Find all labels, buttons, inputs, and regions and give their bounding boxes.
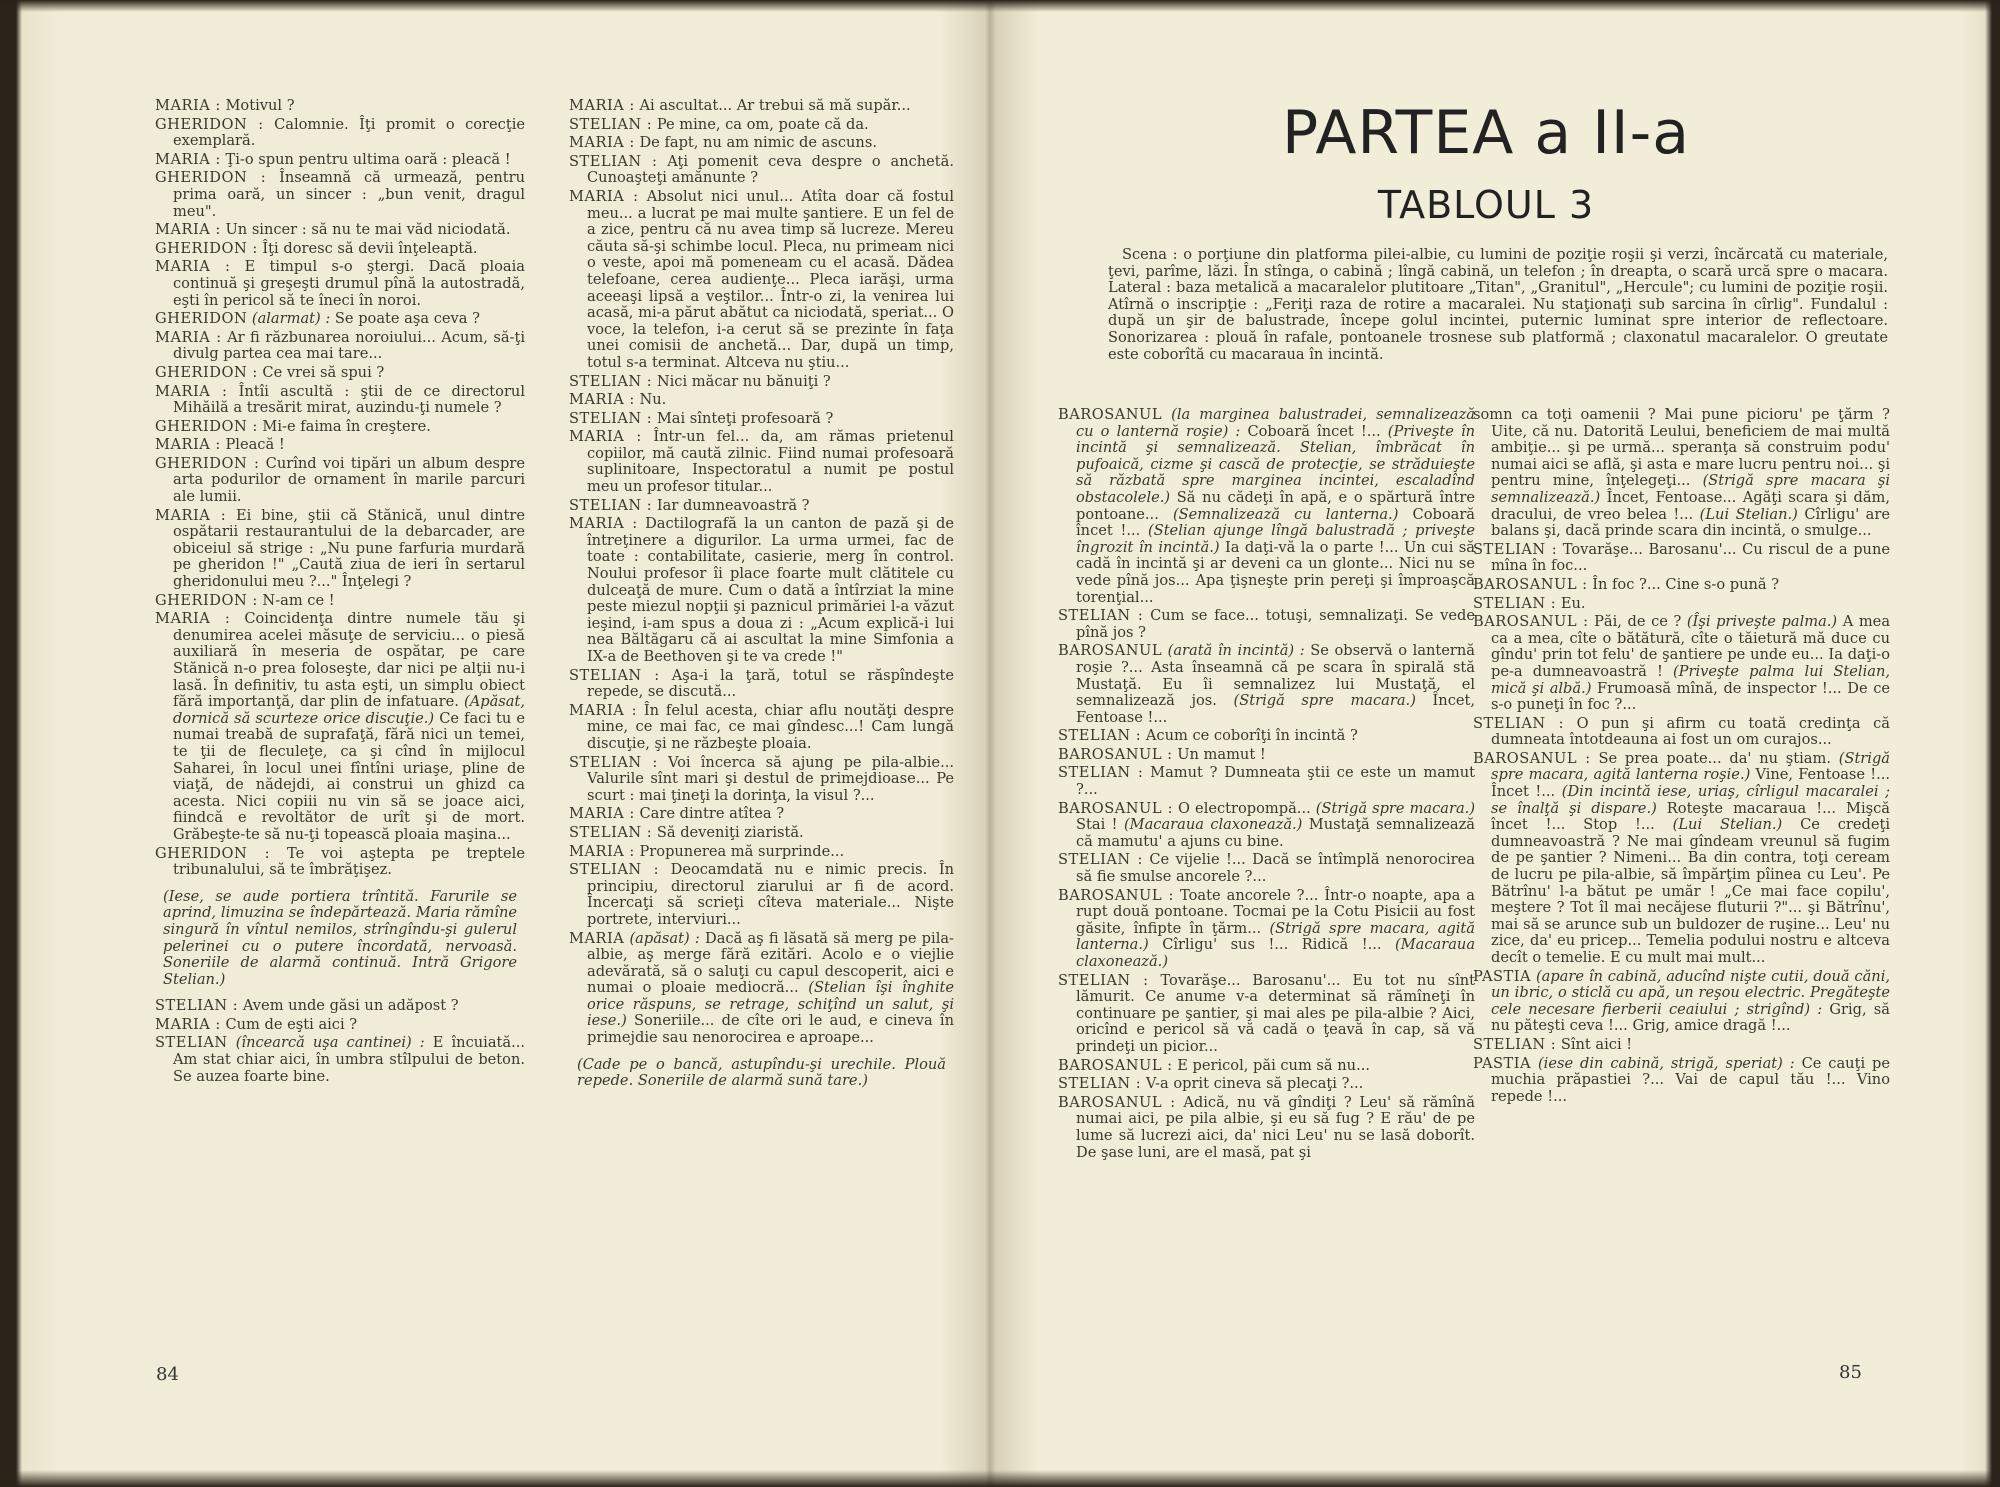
speaker-name: MARIA :: [569, 842, 635, 860]
speaker-name: STELIAN :: [1473, 714, 1565, 732]
speech-text: Îţi doresc să devii înţeleaptă.: [262, 239, 478, 257]
stage-note: (apăsat) :: [629, 929, 700, 947]
dialogue-line: [155, 152, 525, 169]
dialogue-line: [155, 170, 525, 220]
speaker-name: BAROSANUL: [1058, 642, 1163, 660]
speaker-name: STELIAN :: [1058, 727, 1142, 745]
speaker-name: STELIAN :: [1473, 1035, 1557, 1053]
speech-text: Motivul ?: [225, 97, 295, 114]
speaker-name: STELIAN :: [1473, 594, 1557, 612]
dialogue-line: [569, 98, 954, 115]
stage-note: (Lui Stelian.): [1672, 816, 1783, 834]
speaker-name: STELIAN :: [569, 823, 653, 841]
dialogue-line: [1473, 577, 1890, 594]
dialogue-line: [569, 498, 954, 515]
speech-text: Care dintre atîtea ?: [639, 805, 785, 823]
dialogue-line: [155, 611, 525, 843]
speech-text: E încuiată... Am stat chiar aici, în umbra stîlpului de beton. Se auzea foarte bine.: [173, 1034, 525, 1085]
speech-text: Cîrligu' sus !... Ridică !...: [1162, 936, 1382, 954]
dialogue-line: [1058, 1076, 1475, 1093]
dialogue-line: [155, 593, 525, 610]
speaker-name: BAROSANUL :: [1058, 745, 1173, 763]
speech-text: Te voi aştepta pe treptele tribunalului, să te îmbrăţişez.: [173, 844, 525, 879]
dialogue-line: [569, 668, 954, 701]
speaker-name: STELIAN :: [569, 496, 653, 514]
speech-text: Soneriile... de cîte ori le aud, e cineva în primejdie sau nenorocirea e aproape...: [587, 1012, 954, 1047]
bottom-shadow: [0, 1470, 2000, 1487]
speech-text: Ei bine, ştii că Stănică, unul dintre ospătarii restaurantului de la debarcader, are obiceiul să strige : „Nu pune farfuria murdară pe gheridon !" „Caută ziua de ieri în sertarul gheridonului meu ?..." Înţelegi ?: [173, 506, 525, 591]
stage-note: (Priveşte în incintă şi semnalizează. Stelian, îmbrăcat în pufoaică, cizme şi cască de protecţie, se străduieşte să răzbată spre marginea incintei, escaladînd obstacolele.): [1076, 422, 1476, 506]
speech-text: Să deveniţi ziaristă.: [656, 823, 804, 841]
speech-text: Încet, Fentoase !...: [1076, 692, 1476, 726]
speaker-name: PASTIA: [1473, 1054, 1532, 1072]
speech-text: Absolut nici unul... Atîta doar că fostul meu... a lucrat pe mai multe şantiere. E un fel de a zice, pentru că nu avea timp să lucreze. Mereu căuta să-şi schimbe locul. Pleca, nu primeam nici o veste, apoi mă pomeneam cu el acasă. Dădea telefoane, cerea audienţe... Pleca iarăşi, urma aceeaşi lipsă a veştilor... Într-o zi, la venirea lui acasă, mi-a părut abătut ca niciodată, speriat... O voce, la telefon, i-a cerut să se prezinte în faţa unei comisii de anchetă... Dar, după un timp, totul s-a terminat. Altceva nu ştiu...: [587, 187, 954, 371]
speaker-name: STELIAN :: [1058, 971, 1149, 989]
dialogue-line: [155, 846, 525, 879]
speech-text: Un sincer : să nu te mai văd niciodată.: [225, 221, 511, 239]
speaker-name: MARIA :: [155, 506, 227, 524]
dialogue-line: [155, 508, 525, 591]
dialogue-line: [569, 374, 954, 391]
dialogue-line: [155, 419, 525, 436]
dialogue-line: [1058, 608, 1475, 641]
speaker-name: GHERIDON :: [155, 591, 258, 609]
dialogue-line: [569, 516, 954, 665]
stage-note: (Strigă spre macara, agită lanterna.): [1076, 919, 1475, 954]
speech-text: Pe mine, ca om, poate că da.: [656, 115, 869, 133]
speech-text: Vine, Fentoase !... Încet !...: [1491, 766, 1890, 801]
speaker-name: MARIA :: [155, 150, 221, 168]
speech-text: O electropompă...: [1178, 799, 1311, 817]
right-page: [996, 0, 1976, 1487]
speaker-name: MARIA :: [155, 610, 231, 628]
dialogue-line: [569, 429, 954, 495]
left-column-1: [155, 98, 525, 1087]
speech-text: O pun şi afirm cu toată credinţa că dumneata întotdeauna ai fost un om curajos...: [1491, 714, 1891, 749]
dialogue-line: [155, 241, 525, 258]
dialogue-line: [569, 844, 954, 861]
speech-text: Ia daţi-vă la o parte !... Un cui să cadă în incintă şi ar deveni ca un glonte... Nici nu se vede pînă jos... Apa ţişneşte prin pereţi şi împroaşcă torenţial...: [1076, 538, 1475, 606]
stage-note: (Din incintă iese, uriaş, cîrligul macaralei ; se înalţă şi dispare.): [1491, 783, 1891, 817]
dialogue-line: [1058, 1058, 1475, 1075]
speaker-name: PASTIA: [1473, 967, 1532, 985]
left-page: [22, 0, 990, 1487]
speech-text: Toate ancorele ?... Într-o noapte, apa a rupt două pontoane. Tocmai pe la Cotu Pisicii au fost găsite, înfipte în ţărm...: [1076, 886, 1475, 937]
speech-text: Aşa-i la ţară, totul se răspîndeşte repede, se discută...: [587, 666, 954, 701]
speech-text: Tovarăşe... Barosanu'... Eu tot nu sînt lămurit. Ce anume v-a determinat să rămîneţi în continuare pe şantier, şi mai ales pe pila-albie ? Aici, oricînd e pericol să vă cadă o ţeavă în cap, să vă prindeţi un picior...: [1076, 971, 1476, 1055]
speaker-name: STELIAN :: [569, 753, 658, 771]
speech-text: Mai sînteţi profesoară ?: [656, 409, 834, 427]
speaker-name: GHERIDON :: [155, 363, 258, 381]
dialogue-line: [155, 259, 525, 309]
speech-text: Ce vrei să spui ?: [262, 363, 385, 381]
speech-text: Avem unde găsi un adăpost ?: [242, 997, 459, 1015]
speaker-name: MARIA :: [569, 97, 635, 114]
stage-note: (Priveşte palma lui Stelian, mică şi albă.): [1491, 662, 1890, 697]
dialogue-line: [1473, 407, 1890, 540]
dialogue-line: [155, 384, 525, 417]
speech-text: Ce cauţi pe muchia prăpastiei ?... Vai de capul tău !... Vino repede !...: [1491, 1054, 1891, 1105]
speaker-name: STELIAN :: [1058, 851, 1143, 869]
speaker-name: BAROSANUL :: [1058, 886, 1174, 904]
speech-text: Păi, de ce ?: [1594, 613, 1682, 631]
dialogue-line: [155, 456, 525, 506]
stage-note: (Macaraua claxonează.): [1076, 936, 1476, 970]
speech-text: V-a oprit cineva să plecaţi ?...: [1145, 1075, 1364, 1093]
speech-text: Întîi ascultă : ştii de ce directorul Mihăilă a tresărit mirat, auzindu-ţi numele ?: [173, 382, 525, 417]
speaker-name: MARIA :: [155, 221, 221, 239]
dialogue-line: [155, 1017, 525, 1034]
speaker-name: GHERIDON :: [155, 454, 260, 472]
speaker-name: GHERIDON :: [155, 844, 271, 862]
speaker-name: STELIAN: [155, 1034, 228, 1052]
stage-note: (Semnalizează cu lanterna.): [1172, 505, 1399, 523]
speaker-name: BAROSANUL :: [1058, 1056, 1173, 1074]
dialogue-line: [569, 189, 954, 372]
speech-text: Dactilografă la un canton de pază şi de întreţinere a digurilor. La urma urmei, fac de toate : contabilitate, casierie, merg în control. Noului profesor îi place foarte mult clătitele cu dulceaţă de mure. Cum o dată a întîrziat la mine peste miezul nopţii şi paznicul primăriei l-a văzut ieşind, i-am spus a doua zi : „Acum explică-i lui nea Băltăgaru că ai ascultat la mine Simfonia a IX-a de Beethoven şi te va crede !": [587, 515, 954, 665]
dialogue-line: [1473, 751, 1890, 967]
stage-note: (arată în incintă) :: [1167, 642, 1305, 660]
stage-note: (Strigă spre macara.): [1233, 692, 1416, 710]
speaker-name: MARIA :: [155, 436, 221, 454]
speech-text: A mea ca a mea, cîte o bătătură, cîte o tăietură mă duce cu gîndu' prin tot felu' de şantiere pe unde eu... Ia daţi-o pe-a dumneavoastră !: [1491, 613, 1891, 680]
dialogue-line: [569, 154, 954, 187]
dialogue-line: [1473, 969, 1890, 1035]
speech-text: E pericol, păi cum să nu...: [1177, 1056, 1370, 1074]
speaker-name: MARIA :: [155, 97, 221, 114]
speech-text: N-am ce !: [262, 591, 335, 609]
dialogue-line: [1058, 888, 1475, 971]
speech-text: Propunerea mă surprinde...: [639, 842, 845, 860]
dialogue-line: [155, 222, 525, 239]
speaker-name: STELIAN :: [1058, 607, 1144, 625]
speech-text: Cîrligu' are balans şi, dacă prinde scara din incintă, o smulge...: [1491, 505, 1891, 540]
stage-note: (Strigă spre macara şi semnalizează.): [1491, 472, 1891, 506]
stage-note: (încearcă uşa cantinei) :: [235, 1034, 425, 1052]
speech-text: Nu.: [639, 391, 667, 409]
dialogue-line: [155, 1035, 525, 1085]
dialogue-line: [569, 806, 954, 823]
speech-text: Coboară încet !...: [1247, 422, 1381, 440]
speaker-name: MARIA :: [155, 258, 231, 276]
stage-note: (la marginea balustradei, semnalizează cu o lanternă roşie) :: [1076, 406, 1475, 440]
speech-text: Mamut ? Dumneata ştii ce este un mamut ?...: [1076, 764, 1475, 799]
speech-text: Sînt aici !: [1560, 1035, 1633, 1053]
stage-note: (iese din cabină, strigă, speriat) :: [1537, 1054, 1795, 1072]
speech-text: Încet, Fentoase... Agăţi scara şi dăm, dracului, de vreo belea !...: [1491, 488, 1890, 523]
speaker-name: STELIAN :: [569, 115, 653, 133]
dialogue-line: [1058, 765, 1475, 798]
speech-text: Nici măcar nu bănuiţi ?: [656, 372, 831, 390]
speaker-name: MARIA :: [155, 328, 222, 346]
speech-text: Ţi-o spun pentru ultima oară : pleacă !: [225, 150, 511, 168]
speech-text: Într-un fel... da, am rămas prietenul copiilor, mă caută zilnic. Fiind numai profesoară suplinitoare, Inspectoratul a numit pe postul meu un profesor titular...: [587, 428, 954, 496]
dialogue-line: [1058, 407, 1475, 606]
speech-text: Cum de eşti aici ?: [225, 1015, 358, 1033]
speech-text: Ar fi răzbunarea noroiului... Acum, să-ţi divulg partea cea mai tare...: [173, 328, 525, 363]
speech-text: Tovarăşe... Barosanu'... Cu riscul de a pune mîna în foc...: [1491, 540, 1890, 575]
dialogue-line: [1058, 643, 1475, 726]
speaker-name: GHERIDON :: [155, 115, 264, 133]
speaker-name: BAROSANUL :: [1058, 799, 1173, 817]
dialogue-line: [155, 998, 525, 1015]
speaker-name: GHERIDON :: [155, 417, 258, 435]
dialogue-line: [155, 365, 525, 382]
speech-text: Dacă aş fi lăsată să merg pe pila-albie, aş merge fără ezitări. Acolo e o viejlie adevărată, să o saluţi cu capul descoperit, aici e numai o ploaie mediocră...: [587, 929, 954, 997]
dialogue-line: [155, 330, 525, 363]
dialogue-line: [569, 755, 954, 805]
speech-text: În felul acesta, chiar aflu noutăţi despre mine, ce mai fac, ce mai gîndesc...! Cam lungă discuţie, şi ne răzbeşte ploaia.: [587, 701, 954, 752]
stage-note: (Îşi priveşte palma.): [1686, 613, 1838, 631]
speaker-name: MARIA :: [155, 382, 228, 400]
stage-note: (Lui Stelian.): [1699, 505, 1798, 523]
dialogue-line: [1058, 728, 1475, 745]
speech-text: Se prea poate... da' nu ştiam.: [1598, 749, 1831, 767]
speaker-name: STELIAN :: [569, 861, 660, 879]
dialogue-line: [1473, 596, 1890, 613]
speaker-name: STELIAN :: [1058, 764, 1144, 782]
speaker-name: MARIA :: [569, 134, 635, 152]
speech-text: Roteşte macaraua !... Mişcă încet !... Stop !...: [1491, 799, 1891, 834]
speaker-name: STELIAN :: [569, 152, 658, 170]
speaker-name: BAROSANUL :: [1473, 613, 1589, 631]
stage-note: (Strigă spre macara, agită lanterna roşie.): [1491, 749, 1890, 784]
speaker-name: BAROSANUL :: [1473, 575, 1588, 593]
dialogue-line: [569, 862, 954, 928]
speaker-name: GHERIDON :: [155, 239, 258, 257]
speech-text: Să nu cădeţi în apă, e o spărtură între pontoane...: [1076, 488, 1475, 523]
dialogue-line: [569, 135, 954, 152]
dialogue-line: [1473, 614, 1890, 714]
speech-text: Aţi pomenit ceva despre o anchetă. Cunoaşteţi amănunte ?: [587, 152, 954, 187]
speech-text: Grig, să nu păteşti ceva !... Grig, amice dragă !...: [1491, 1000, 1890, 1035]
speech-text: Coincidenţa dintre numele tău şi denumirea acelei măsuţe de serviciu... o piesă auxiliară în meseria de ospătar, pe care Stănică n-o prea foloseşte, dar nici pe alţii nu-i lasă. În definitiv, tu asta eşti, un simplu obiect fără importanţă, dar plin de infatuare.: [173, 610, 525, 711]
dialogue-line: [1058, 747, 1475, 764]
speech-text: Coboară încet !...: [1076, 505, 1476, 540]
stage-direction: (Cade pe o bancă, astupîndu-şi urechile. Plouă repede. Soneriile de alarmă sună tare.): [577, 1055, 946, 1090]
speech-text: Pleacă !: [225, 436, 285, 454]
dialogue-line: [155, 437, 525, 454]
speech-text: somn ca toţi oamenii ? Mai pune picioru' pe ţărm ? Uite, că nu. Datorită Leului, beneficiem de mai multă ambiţie... şi pe urmă... speranţa să construim podu' numai aici se află, şi asta e mare lucru pentru noi... şi pentru mine, înţelegeţi...: [1473, 406, 1890, 490]
speech-text: Deocamdată nu e nimic precis. În principiu, directorul ziarului ar fi de acord. Încercaţi să scrieţi cîteva materiale... Nişte portrete, interviuri...: [587, 861, 954, 928]
stage-direction: (Iese, se aude portiera trîntită. Farurile se aprind, limuzina se îndepărtează. Maria rămîne singură în vîntul nemilos, strîngîndu-şi gulerul pelerinei cu o putere încordată, nervoasă. Soneriile de alarmă continuă. Intră Grigore Stelian.): [163, 887, 517, 988]
speaker-name: MARIA :: [155, 1015, 221, 1033]
speech-text: Frumoasă mînă, de inspector !... De ce s-o puneţi în foc ?...: [1491, 679, 1891, 714]
speaker-name: MARIA :: [569, 187, 639, 205]
dialogue-line: [569, 931, 954, 1047]
speaker-name: STELIAN :: [155, 997, 239, 1015]
stage-note: (Stelian îşi înghite orice răspuns, se retrage, schiţînd un salut, şi iese.): [587, 979, 954, 1030]
speech-text: Ce credeţi dumneavoastră ? Ne mai gîndeam vreunul să fugim de pe şantier ? Nimeni... Ba din contra, toţi ceream de lucru pe pila-albie, să împărţim pîinea cu Leu'. Pe Bătrînu' l-a bătut pe umăr ! „Ce mai face copilu', meştere ? Tot îl mai necăjese fluturii ?"... şi Bătrînu', mai să se arunce sub un buldozer de ruşine... Leu' nu zice, da' eu pricep... Temelia podului nostru e altceva decît o temelie. E cu mult mai mult...: [1491, 816, 1890, 966]
stage-note: (apare în cabină, aducînd nişte cutii, două căni, un ibric, o sticlă cu apă, un reşou electric. Pregăteşte cele necesare fierberii ceaiului ; strigînd) :: [1491, 967, 1891, 1018]
speech-text: În foc ?... Cine s-o pună ?: [1592, 575, 1780, 593]
speech-text: Mi-e faima în creştere.: [262, 417, 431, 435]
stage-note: (Strigă spre macara.): [1315, 799, 1476, 817]
speaker-name: GHERIDON: [155, 310, 248, 328]
dialogue-line: [1473, 716, 1890, 749]
speech-text: Stai !: [1076, 816, 1118, 834]
speaker-name: MARIA :: [569, 428, 642, 446]
dialogue-line: [1473, 1056, 1890, 1106]
speech-text: Se poate aşa ceva ?: [334, 310, 480, 328]
dialogue-line: [569, 392, 954, 409]
dialogue-line: [155, 311, 525, 328]
right-column-1: [1058, 407, 1475, 1163]
speaker-name: MARIA :: [569, 805, 635, 823]
dialogue-line: [569, 117, 954, 134]
speaker-name: BAROSANUL: [1058, 406, 1163, 423]
speech-text: Calomnie. Îţi promit o corecţie exemplară.: [173, 115, 526, 150]
dialogue-line: [1058, 852, 1475, 885]
speaker-name: GHERIDON :: [155, 169, 267, 187]
speech-text: Ai ascultat... Ar trebui să mă supăr...: [639, 97, 911, 114]
speech-text: Ce faci tu e numai treabă de suprafaţă, fără nici un temei, te ţii de fleculeţe, ca şi cînd în mijlocul Saharei, în locul unei fîntîni uriaşe, pline de viaţă, de nădejdi, ai construi un ghizd ca acesta. Nici copiii nu vin să se joace aici, fiindcă e revoltător de urît şi de mort. Grăbeşte-te să nu-ţi topească ploaia maşina...: [173, 709, 525, 843]
stage-note: (Stelian ajunge lîngă balustradă ; priveşte îngrozit în incintă.): [1076, 522, 1476, 556]
page-number-right: 85: [1839, 1362, 1862, 1383]
speaker-name: STELIAN :: [1058, 1075, 1142, 1093]
stage-note: (Macaraua claxonează.): [1123, 816, 1303, 834]
speaker-name: BAROSANUL :: [1473, 749, 1591, 767]
left-column-2: [569, 98, 954, 1100]
speaker-name: STELIAN :: [569, 372, 653, 390]
speech-text: Se observă o lanternă roşie ?... Asta înseamnă că pe scara în spirală stă Mustaţă. Eu îi semnalizez lui Mustaţă, el semnalizează jos.: [1076, 642, 1476, 710]
speaker-name: MARIA :: [569, 391, 635, 409]
dialogue-line: [155, 98, 525, 115]
right-column-2: [1473, 407, 1890, 1107]
dialogue-line: [569, 703, 954, 753]
speaker-name: STELIAN :: [569, 666, 660, 684]
speaker-name: MARIA :: [569, 701, 638, 719]
speech-text: Acum ce coborîţi în incintă ?: [1145, 727, 1358, 745]
speaker-name: STELIAN :: [1473, 540, 1558, 558]
dialogue-line: [569, 825, 954, 842]
speech-text: Eu.: [1560, 594, 1586, 612]
stage-note: (Apăsat, dornică să scurteze orice discuţie.): [173, 693, 525, 727]
page-number-left: 84: [156, 1364, 179, 1385]
dialogue-line: [1473, 1037, 1890, 1054]
speech-text: Iar dumneavoastră ?: [656, 496, 810, 514]
stage-note: (alarmat) :: [251, 310, 331, 328]
speech-text: Ce vijelie !... Dacă se întîmplă nenorocirea să fie smulse ancorele ?...: [1076, 851, 1475, 886]
part-title: PARTEA a II-a: [1281, 98, 1691, 168]
speech-text: Curînd voi tipări un album despre arta podurilor de ornament în marile parcuri ale lumii.: [173, 454, 526, 506]
speaker-name: STELIAN :: [569, 409, 653, 427]
speech-text: Mustaţă semnalizează că mamutu' a ajuns cu bine.: [1076, 816, 1475, 850]
dialogue-line: [1058, 801, 1475, 851]
speech-text: Înseamnă că urmează, pentru prima oară, un sincer : „bun venit, dragul meu".: [173, 169, 526, 220]
dialogue-line: [569, 411, 954, 428]
tableau-title: TABLOUL 3: [1377, 183, 1595, 227]
dialogue-line: [1473, 542, 1890, 575]
speech-text: Cum se face... totuşi, semnalizaţi. Se vede pînă jos ?: [1076, 607, 1476, 641]
speech-text: Voi încerca să ajung pe pila-albie... Valurile sînt mari şi destul de primejdioase... Pe scurt : mai ţineţi la dorinţa, la visul ?...: [587, 753, 954, 804]
speech-text: Un mamut !: [1177, 745, 1266, 763]
dialogue-line: [1058, 1095, 1475, 1161]
speaker-name: MARIA :: [569, 515, 638, 533]
speaker-name: BAROSANUL :: [1058, 1093, 1176, 1111]
dialogue-line: [1058, 973, 1475, 1056]
speaker-name: MARIA: [569, 929, 625, 947]
speech-text: De fapt, nu am nimic de ascuns.: [639, 134, 877, 152]
speech-text: Adică, nu vă gîndiţi ? Leu' să rămînă numai aici, pe pila albie, şi eu să fug ? E rău' de pe lume să lucrezi aici, da' nici Leu' nu se lasă doborît. De şase luni, are el masă, pat şi: [1076, 1093, 1476, 1161]
dialogue-line: [155, 117, 525, 150]
scene-description: Scena : o porţiune din platforma pilei-albie, cu lumini de poziţie roşii şi verzi, încărcată cu materiale, ţevi, parîme, lăzi. În stînga, o cabină ; lîngă cabină, un telefon ; în dreapta, o scară urcă spre o macara. Lateral : baza metalică a macaralelor plutitoare „Titan", „Granitul", „Hercule"; cu lumini de poziţie roşii. Atîrnă o inscripţie : „Feriţi raza de rotire a macaralei. Nu staţionaţi sub sarcina în cîrlig". Fundalul : după un şir de balustrade, începe golul incintei, puternic luminat spre interior de reflectoare. Sonorizarea : plouă în rafale, pontoanele trosnese sub platformă ; claxonatul macaralelor. O greutate este coborîtă cu macaraua în incintă.: [1108, 246, 1888, 363]
speech-text: E timpul s-o ştergi. Dacă ploaia continuă şi greşeşti drumul pînă la autostradă, eşti în pericol să te îneci în noroi.: [173, 258, 525, 309]
